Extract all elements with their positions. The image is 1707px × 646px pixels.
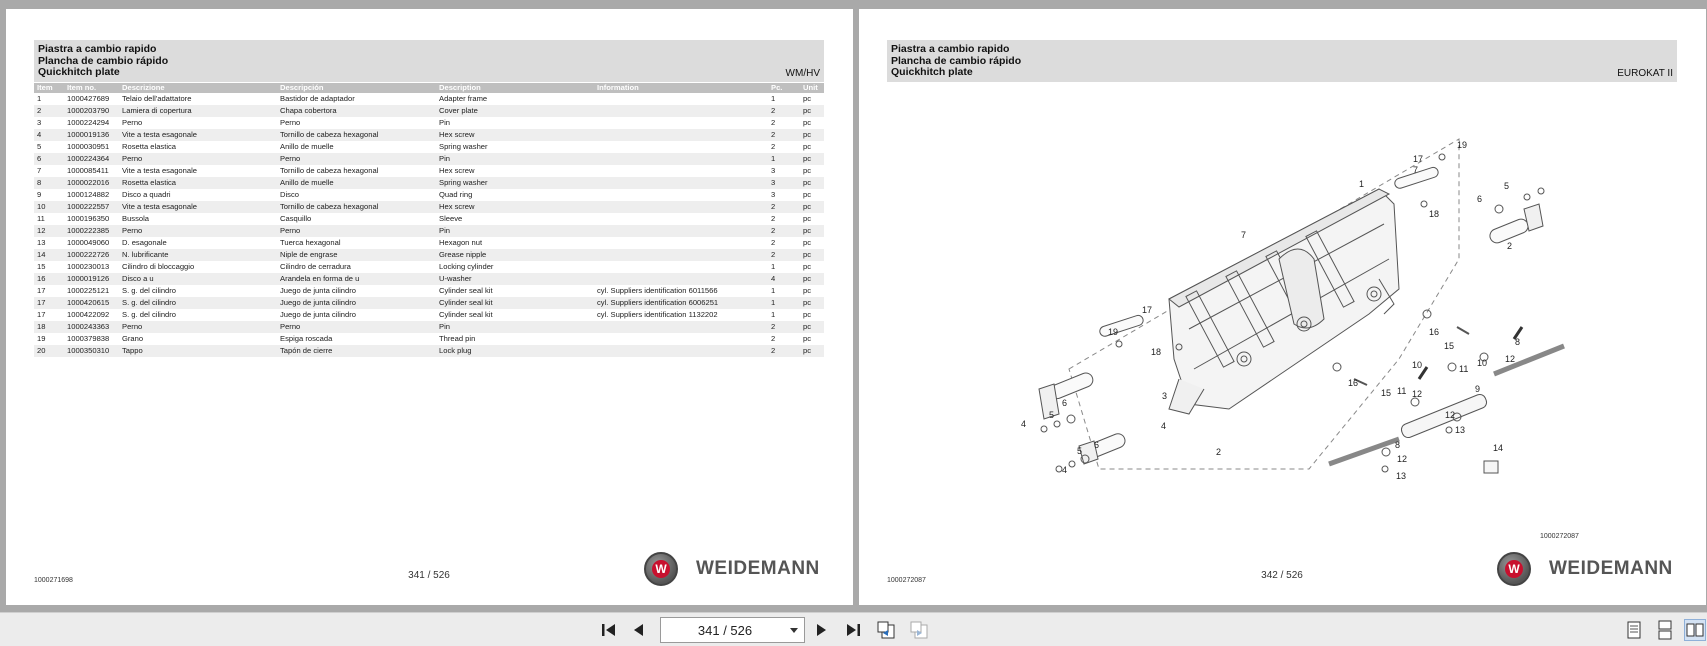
cell-descripcion: Arandela en forma de u (277, 273, 436, 285)
cell-descripcion: Perno (277, 321, 436, 333)
cell-descrizione: S. g. del cilindro (119, 297, 277, 309)
cell-information (594, 93, 768, 105)
cell-unit: pc (800, 153, 824, 165)
cell-descripcion: Perno (280, 118, 301, 127)
cell-description: Lock plug (436, 345, 594, 357)
page-number: 342 / 526 (1261, 570, 1303, 581)
callout-number: 5 (1077, 446, 1083, 456)
cell-pc: 2 (768, 225, 800, 237)
callout-number: 5 (1504, 181, 1510, 191)
cell-descrizione: Tappo (119, 345, 277, 357)
cell-item-no: 1000222385 (64, 225, 119, 237)
table-row (34, 237, 824, 249)
callout-number: 9 (1475, 384, 1481, 394)
last-page-icon[interactable] (842, 619, 864, 641)
table-row (34, 93, 824, 105)
cell-descripcion: Tornillo de cabeza hexagonal (280, 166, 379, 175)
cell-description: Thread pin (439, 334, 476, 343)
callout-number: 4 (1062, 465, 1068, 475)
cell-information (594, 177, 768, 189)
cell-descrizione: Disco a u (119, 273, 277, 285)
cell-descripcion: Chapa cobertora (277, 105, 436, 117)
cell-item: 19 (37, 334, 46, 343)
cell-unit: pc (803, 166, 812, 175)
cell-unit: pc (800, 249, 824, 261)
cell-unit: pc (800, 129, 824, 141)
cell-descripcion: Espiga roscada (280, 334, 333, 343)
model-label: WM/HV (785, 68, 820, 79)
cell-description: Cylinder seal kit (439, 286, 493, 295)
callout-number: 15 (1381, 388, 1392, 398)
cell-item-no: 1000019126 (64, 273, 119, 285)
cell-unit: pc (803, 118, 812, 127)
cell-information (594, 201, 768, 213)
cell-pc: 2 (768, 105, 800, 117)
right-page (859, 9, 1706, 605)
table-row (34, 129, 824, 141)
cell-item-no: 1000224364 (64, 153, 119, 165)
cell-pc: 2 (768, 249, 800, 261)
cell-item: 9 (37, 190, 42, 199)
cell-information (594, 105, 768, 117)
page-number-value: 341 / 526 (697, 623, 753, 638)
continuous-page-icon[interactable] (1654, 619, 1676, 641)
table-row (34, 141, 824, 153)
cell-unit: pc (803, 310, 812, 319)
cell-descripcion: Perno (277, 225, 436, 237)
cell-item: 1 (37, 94, 42, 103)
cell-descrizione: Bussola (122, 214, 150, 223)
title-english: Quickhitch plate (891, 66, 973, 78)
callout-number: 13 (1455, 425, 1466, 435)
callout-number: 18 (1429, 209, 1440, 219)
table-row (34, 153, 824, 165)
cell-descripcion: Tapón de cierre (277, 345, 436, 357)
table-row (34, 225, 824, 237)
cell-descrizione: S. g. del cilindro (122, 286, 177, 295)
cell-descrizione: Perno (119, 153, 277, 165)
cell-unit: pc (803, 94, 812, 103)
table-row (34, 249, 824, 261)
page-number: 341 / 526 (408, 570, 450, 581)
first-page-icon[interactable] (598, 619, 620, 641)
cell-pc: 4 (768, 273, 800, 285)
cell-description: Cylinder seal kit (439, 310, 493, 319)
title-italian: Piastra a cambio rapido (38, 43, 157, 55)
cell-description: Spring washer (439, 142, 488, 151)
callout-number: 12 (1445, 410, 1456, 420)
cell-information (594, 321, 768, 333)
parts-table (34, 83, 824, 357)
cell-description: Adapter frame (439, 94, 488, 103)
cell-unit: pc (800, 225, 824, 237)
callout-number: 6 (1094, 440, 1100, 450)
cell-item: 16 (34, 273, 64, 285)
cell-descrizione: D. esagonale (122, 238, 167, 247)
cell-unit: pc (800, 201, 824, 213)
callout-number: 8 (1395, 440, 1401, 450)
cell-item-no: 1000350310 (64, 345, 119, 357)
doc-number: 1000271698 (34, 577, 73, 584)
cell-information (594, 273, 768, 285)
cell-descrizione: Vite a testa esagonale (122, 166, 198, 175)
cell-information (594, 333, 768, 345)
cell-pc: 2 (771, 214, 776, 223)
cell-descripcion: Juego de junta cilindro (280, 286, 356, 295)
table-row (34, 321, 824, 333)
cell-information (594, 213, 768, 225)
cell-descrizione: S. g. del cilindro (122, 310, 177, 319)
callout-number: 10 (1477, 358, 1488, 368)
cell-descrizione: Grano (122, 334, 144, 343)
cell-item-no: 1000379838 (67, 334, 110, 343)
weidemann-logo (1497, 552, 1687, 592)
callout-number: 5 (1049, 410, 1055, 420)
col-item-no: Item no. (64, 83, 119, 93)
cell-unit: pc (800, 297, 824, 309)
cell-information: cyl. Suppliers identification 1132202 (597, 310, 718, 319)
cell-information (594, 261, 768, 273)
cell-pc: 3 (768, 177, 800, 189)
cell-item: 10 (34, 201, 64, 213)
table-row (34, 177, 824, 189)
cell-descrizione: N. lubrificante (119, 249, 277, 261)
cell-description: U-washer (436, 273, 594, 285)
cell-pc: 1 (768, 297, 800, 309)
title-english: Quickhitch plate (38, 66, 120, 78)
cell-item-no: 1000230013 (67, 262, 110, 271)
cell-descrizione: Rosetta elastica (122, 142, 177, 151)
parts-table-body (34, 93, 824, 357)
cell-pc: 3 (771, 166, 776, 175)
cell-descrizione: Vite a testa esagonale (119, 129, 277, 141)
table-row (34, 345, 824, 357)
callout-number: 7 (1413, 165, 1419, 175)
col-item: Item (34, 83, 64, 93)
cell-unit: pc (803, 286, 812, 295)
cell-description: Hex screw (436, 129, 594, 141)
cell-descrizione: Telaio dell'adattatore (122, 94, 192, 103)
cell-information (594, 189, 768, 201)
col-unit: Unit (800, 83, 824, 93)
cell-descripcion: Anillo de muelle (280, 142, 334, 151)
col-pc: Pc. (768, 83, 800, 93)
col-information: Information (594, 83, 768, 93)
cell-description: Pin (436, 321, 594, 333)
cell-descrizione: Lamiera di copertura (119, 105, 277, 117)
callout-number: 16 (1348, 378, 1359, 388)
cell-pc: 1 (771, 310, 776, 319)
cell-description: Hex screw (436, 201, 594, 213)
cell-pc: 2 (771, 118, 776, 127)
cell-descrizione: Vite a testa esagonale (119, 201, 277, 213)
cell-descrizione: Perno (119, 321, 277, 333)
cell-pc: 2 (771, 142, 776, 151)
cell-information (594, 129, 768, 141)
prev-page-icon[interactable] (628, 619, 650, 641)
callout-number: 12 (1505, 354, 1516, 364)
table-row (34, 105, 824, 117)
cell-item-no: 1000124882 (67, 190, 110, 199)
title-spanish: Plancha de cambio rápido (38, 55, 169, 67)
cell-unit: pc (800, 273, 824, 285)
page-header (34, 40, 824, 82)
cell-information (594, 141, 768, 153)
cell-pc: 2 (771, 238, 776, 247)
page-number-select[interactable] (660, 617, 805, 643)
cell-item-no: 1000225121 (67, 286, 110, 295)
cell-item: 5 (37, 142, 42, 151)
callout-number: 14 (1493, 443, 1504, 453)
cell-descrizione: Perno (122, 118, 143, 127)
cell-description: Pin (436, 153, 594, 165)
col-descripcion: Descripción (277, 83, 436, 93)
cell-information (594, 165, 768, 177)
cell-pc: 2 (768, 321, 800, 333)
callout-number: 15 (1444, 341, 1455, 351)
cell-item: 13 (37, 238, 46, 247)
title-spanish: Plancha de cambio rápido (891, 55, 1022, 67)
table-row (34, 189, 824, 201)
cell-description: Locking cylinder (439, 262, 494, 271)
cell-information (594, 117, 768, 129)
cell-item: 18 (34, 321, 64, 333)
table-row (34, 117, 824, 129)
cell-unit: pc (800, 321, 824, 333)
callout-number: 11 (1459, 364, 1469, 374)
cell-item: 2 (34, 105, 64, 117)
cell-information: cyl. Suppliers identification 6011566 (597, 286, 718, 295)
cell-item-no: 1000420615 (64, 297, 119, 309)
page-back-icon[interactable] (875, 619, 897, 641)
cell-descripcion: Tornillo de cabeza hexagonal (277, 201, 436, 213)
cell-descripcion: Perno (277, 153, 436, 165)
cell-item: 15 (37, 262, 46, 271)
cell-information (594, 249, 768, 261)
page-forward-icon[interactable] (908, 619, 930, 641)
cell-description: Sleeve (439, 214, 463, 223)
cell-unit: pc (803, 142, 812, 151)
callout-number: 4 (1021, 419, 1027, 429)
figure-id: 1000272087 (1540, 533, 1579, 540)
table-row (34, 273, 824, 285)
cell-pc: 1 (771, 286, 776, 295)
viewer-toolbar (0, 612, 1707, 646)
model-label: EUROKAT II (1617, 68, 1673, 79)
cell-pc: 1 (771, 94, 776, 103)
cell-item-no: 1000222726 (64, 249, 119, 261)
callout-number: 17 (1413, 154, 1424, 164)
cell-unit: pc (803, 334, 812, 343)
weidemann-logo (644, 552, 834, 592)
cell-unit: pc (800, 105, 824, 117)
callout-number: 18 (1151, 347, 1162, 357)
cell-description: Grease nipple (436, 249, 594, 261)
col-description: Description (436, 83, 594, 93)
cell-item-no: 1000222557 (64, 201, 119, 213)
cell-descrizione: Perno (119, 225, 277, 237)
cell-pc: 1 (771, 262, 776, 271)
cell-item-no: 1000203790 (64, 105, 119, 117)
callout-number: 6 (1477, 194, 1483, 204)
cell-unit: pc (800, 177, 824, 189)
cell-item-no: 1000243363 (64, 321, 119, 333)
cell-item-no: 1000085411 (67, 166, 109, 175)
callout-number: 19 (1457, 140, 1468, 150)
table-row (34, 261, 824, 273)
table-header-row (34, 83, 824, 93)
brand-wordmark: WEIDEMANN (1549, 558, 1673, 579)
callout-number: 7 (1241, 230, 1247, 240)
table-row (34, 333, 824, 345)
callout-number: 16 (1429, 327, 1440, 337)
callout-number: 3 (1162, 391, 1168, 401)
table-row (34, 297, 824, 309)
callout-number: 4 (1161, 421, 1167, 431)
brand-wordmark: WEIDEMANN (696, 558, 820, 579)
callout-number: 10 (1412, 360, 1423, 370)
doc-number: 1000272087 (887, 577, 926, 584)
cell-description: Hexagon nut (439, 238, 483, 247)
cell-item-no: 1000030951 (67, 142, 110, 151)
callout-number: 12 (1412, 389, 1423, 399)
cell-description: Spring washer (436, 177, 594, 189)
callout-number: 2 (1216, 447, 1222, 457)
left-page (6, 9, 853, 605)
cell-item-no: 1000427689 (67, 94, 110, 103)
exploded-parts-drawing (979, 109, 1659, 549)
two-page-icon[interactable] (1684, 619, 1706, 641)
next-page-icon[interactable] (810, 619, 832, 641)
cell-pc: 3 (771, 190, 776, 199)
cell-descrizione: Rosetta elastica (119, 177, 277, 189)
cell-unit: pc (803, 190, 812, 199)
cell-description: Pin (436, 225, 594, 237)
cell-unit: pc (803, 262, 812, 271)
callout-number: 17 (1142, 305, 1153, 315)
brand-emblem-icon: W (644, 552, 678, 586)
table-row (34, 309, 824, 321)
table-row (34, 201, 824, 213)
cell-item: 4 (34, 129, 64, 141)
cell-information (594, 153, 768, 165)
cell-descripcion: Disco (280, 190, 299, 199)
cell-item: 14 (34, 249, 64, 261)
cell-item: 17 (37, 286, 46, 295)
cell-item-no: 1000022016 (64, 177, 119, 189)
cell-information (594, 225, 768, 237)
cell-pc: 2 (771, 334, 776, 343)
chevron-down-icon (789, 625, 799, 635)
cell-unit: pc (800, 345, 824, 357)
single-page-icon[interactable] (1623, 619, 1645, 641)
cell-descripcion: Anillo de muelle (277, 177, 436, 189)
callout-number: 19 (1108, 327, 1119, 337)
cell-description: Cover plate (436, 105, 594, 117)
cell-pc: 2 (768, 345, 800, 357)
cell-item-no: 1000224294 (67, 118, 110, 127)
cell-descripcion: Juego de junta cilindro (277, 297, 436, 309)
cell-descripcion: Tuerca hexagonal (280, 238, 341, 247)
cell-description: Quad ring (439, 190, 473, 199)
cell-item: 20 (34, 345, 64, 357)
cell-pc: 1 (768, 153, 800, 165)
cell-item: 17 (34, 297, 64, 309)
cell-item-no: 1000049060 (67, 238, 110, 247)
col-descrizione: Descrizione (119, 83, 277, 93)
cell-descrizione: Disco a quadri (122, 190, 171, 199)
cell-item: 12 (34, 225, 64, 237)
cell-descripcion: Tornillo de cabeza hexagonal (277, 129, 436, 141)
cell-descripcion: Cilindro de cerradura (280, 262, 351, 271)
cell-descripcion: Bastidor de adaptador (280, 94, 355, 103)
cell-descripcion: Juego de junta cilindro (280, 310, 356, 319)
cell-information: cyl. Suppliers identification 6006251 (594, 297, 768, 309)
cell-information (594, 345, 768, 357)
cell-item: 8 (34, 177, 64, 189)
table-row (34, 165, 824, 177)
cell-descripcion: Casquillo (280, 214, 312, 223)
cell-item: 7 (37, 166, 42, 175)
cell-description: Hex screw (439, 166, 475, 175)
brand-emblem-icon: W (1497, 552, 1531, 586)
cell-unit: pc (803, 214, 812, 223)
cell-description: Cylinder seal kit (436, 297, 594, 309)
cell-description: Pin (439, 118, 450, 127)
table-row (34, 285, 824, 297)
callout-number: 2 (1507, 241, 1513, 251)
cell-information (594, 237, 768, 249)
cell-item-no: 1000019136 (64, 129, 119, 141)
callout-number: 6 (1062, 398, 1068, 408)
cell-pc: 2 (768, 129, 800, 141)
callout-number: 8 (1515, 337, 1521, 347)
callout-number: 11 (1397, 386, 1407, 396)
cell-descripcion: Niple de engrase (277, 249, 436, 261)
cell-item-no: 1000422092 (67, 310, 110, 319)
cell-unit: pc (803, 238, 812, 247)
title-italian: Piastra a cambio rapido (891, 43, 1010, 55)
callout-number: 1 (1359, 179, 1365, 189)
cell-item-no: 1000196350 (67, 214, 110, 223)
callout-number: 13 (1396, 471, 1407, 481)
cell-pc: 2 (768, 201, 800, 213)
table-row (34, 213, 824, 225)
cell-item: 3 (37, 118, 42, 127)
cell-item: 17 (37, 310, 46, 319)
callout-number: 12 (1397, 454, 1408, 464)
cell-descrizione: Cilindro di bloccaggio (122, 262, 195, 271)
cell-item: 11 (37, 214, 45, 223)
cell-item: 6 (34, 153, 64, 165)
page-header (887, 40, 1677, 82)
